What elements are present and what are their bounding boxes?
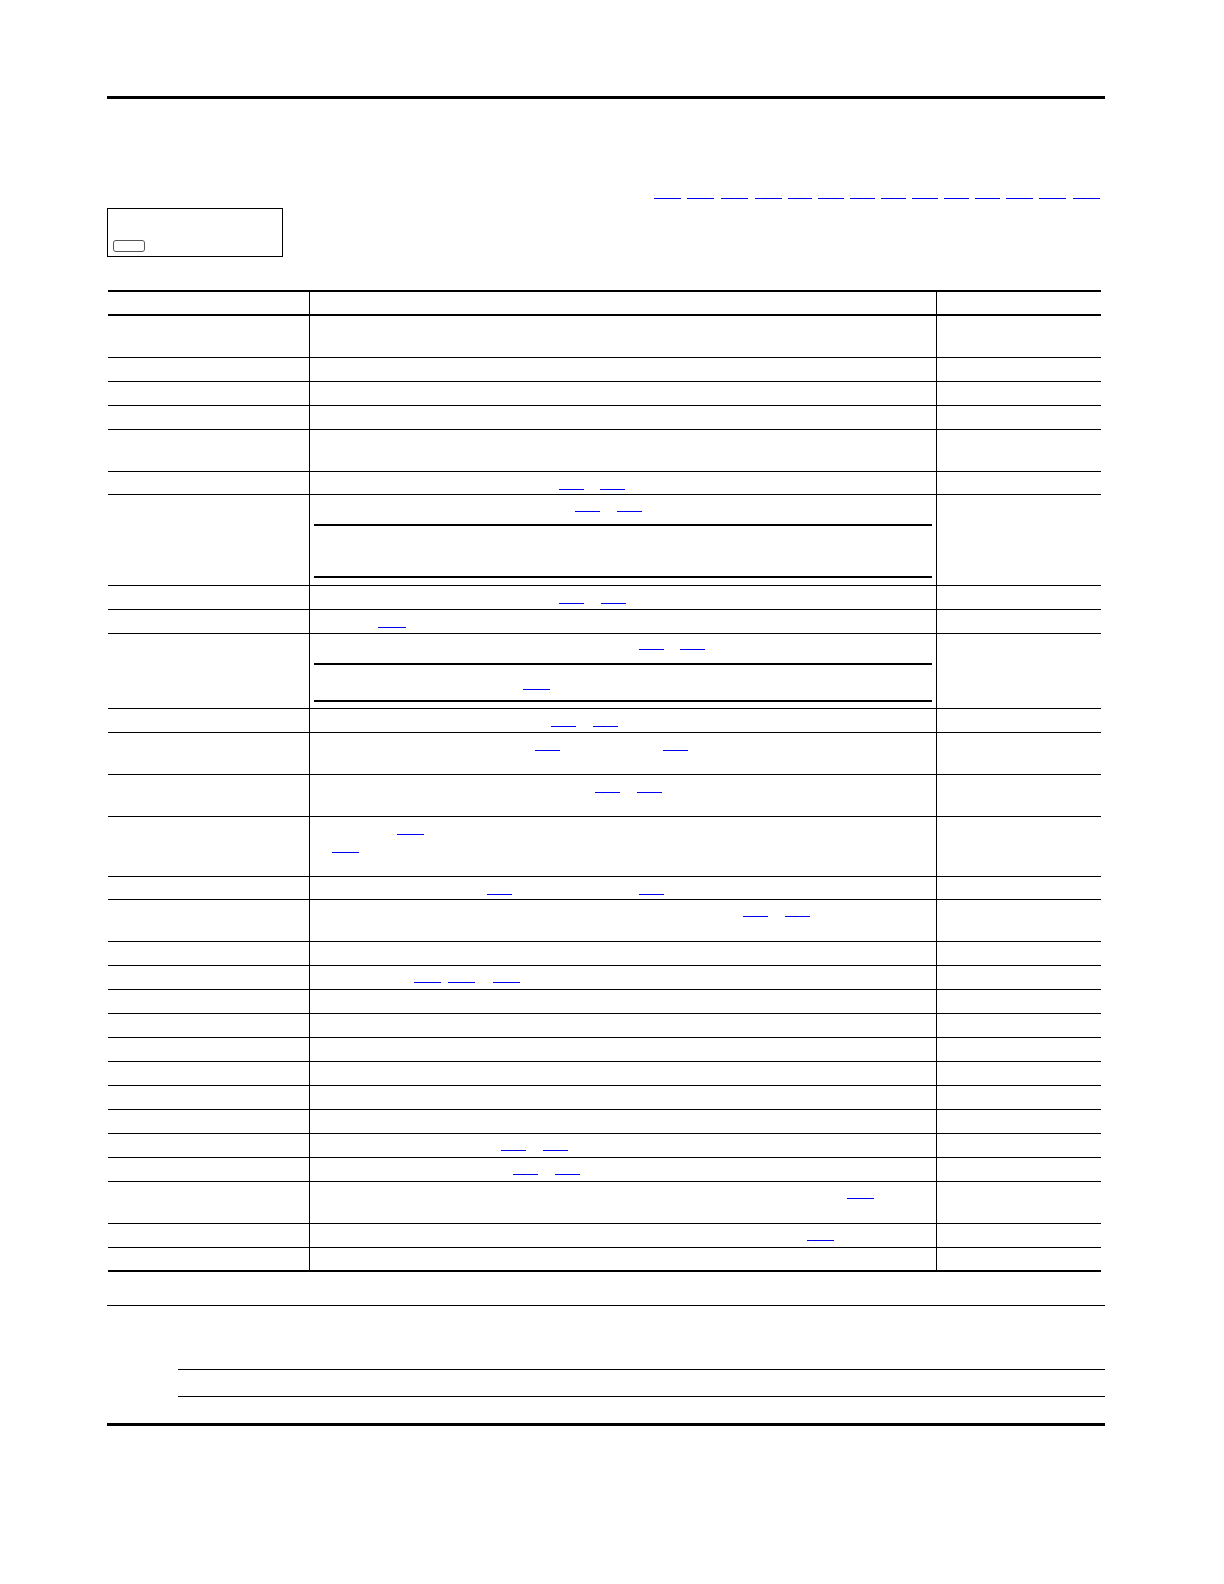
table-row <box>108 1133 1101 1157</box>
table-header-row <box>108 291 1101 315</box>
table-row <box>108 381 1101 405</box>
table-row <box>108 405 1101 429</box>
table-row <box>108 876 1101 899</box>
cross-ref-link[interactable] <box>663 750 688 751</box>
table-row <box>108 965 1101 989</box>
table-row <box>108 899 1101 941</box>
note-rule <box>314 700 932 702</box>
footer-rule <box>107 1423 1105 1426</box>
cross-ref-link[interactable] <box>448 982 475 983</box>
cross-ref-link[interactable] <box>639 649 664 650</box>
table-row <box>108 1061 1101 1085</box>
footnote-rule <box>178 1369 1105 1370</box>
table-row <box>108 429 1101 471</box>
cross-ref-link[interactable] <box>559 489 584 490</box>
table-row <box>108 1157 1101 1181</box>
table-row <box>108 315 1101 357</box>
spec-table <box>108 290 1101 1272</box>
table-row <box>108 1181 1101 1223</box>
cross-ref-link[interactable] <box>493 982 520 983</box>
table-row <box>108 471 1101 494</box>
info-box <box>107 208 283 257</box>
header-link[interactable] <box>1039 198 1066 199</box>
cross-ref-link[interactable] <box>743 916 768 917</box>
header-cell <box>108 291 309 315</box>
header-link[interactable] <box>881 198 906 199</box>
header-link[interactable] <box>850 198 875 199</box>
cross-ref-link[interactable] <box>595 792 620 793</box>
cross-ref-link[interactable] <box>378 627 406 628</box>
cross-ref-link[interactable] <box>535 750 560 751</box>
header-link[interactable] <box>975 198 1000 199</box>
table-row <box>108 609 1101 633</box>
table-row <box>108 1037 1101 1061</box>
cross-ref-link[interactable] <box>513 1174 538 1175</box>
cross-ref-link[interactable] <box>637 792 662 793</box>
cross-ref-link[interactable] <box>414 982 441 983</box>
table-row <box>108 989 1101 1013</box>
note-rule <box>314 663 932 665</box>
cross-ref-link[interactable] <box>501 1150 526 1151</box>
table-row <box>108 732 1101 774</box>
header-rule <box>107 96 1105 99</box>
header-cell <box>309 291 936 315</box>
cross-ref-link[interactable] <box>593 726 618 727</box>
header-link[interactable] <box>944 198 969 199</box>
cross-ref-link[interactable] <box>785 916 810 917</box>
header-link[interactable] <box>818 198 844 199</box>
footnote-rule <box>178 1396 1105 1397</box>
cross-ref-link[interactable] <box>397 834 424 835</box>
header-link[interactable] <box>721 198 748 199</box>
note-rule <box>314 576 932 578</box>
table-end-rule <box>107 1305 1105 1306</box>
cross-ref-link[interactable] <box>680 649 705 650</box>
header-link[interactable] <box>654 198 681 199</box>
cross-ref-link[interactable] <box>639 894 664 895</box>
cross-ref-link[interactable] <box>617 511 642 512</box>
header-link[interactable] <box>1006 198 1033 199</box>
table-row <box>108 1109 1101 1133</box>
table-row <box>108 816 1101 876</box>
header-cell <box>936 291 1101 315</box>
table-row <box>108 585 1101 609</box>
cross-ref-link[interactable] <box>600 489 625 490</box>
table-row <box>108 708 1101 732</box>
table-row <box>108 1013 1101 1037</box>
table-row <box>108 774 1101 816</box>
header-link[interactable] <box>687 198 714 199</box>
cross-ref-link[interactable] <box>543 1150 568 1151</box>
cross-ref-link[interactable] <box>332 852 359 853</box>
table-row <box>108 1085 1101 1109</box>
table-row <box>108 941 1101 965</box>
header-link[interactable] <box>755 198 782 199</box>
table-row <box>108 1223 1101 1247</box>
info-box-button[interactable] <box>113 240 145 252</box>
table-row <box>108 357 1101 381</box>
note-rule <box>314 524 932 526</box>
table-row <box>108 494 1101 585</box>
cross-ref-link[interactable] <box>807 1240 834 1241</box>
cross-ref-link[interactable] <box>559 603 584 604</box>
cross-ref-link[interactable] <box>601 603 626 604</box>
header-link[interactable] <box>1073 198 1100 199</box>
cross-ref-link[interactable] <box>551 726 576 727</box>
cross-ref-link[interactable] <box>523 689 550 690</box>
header-link[interactable] <box>912 198 938 199</box>
header-link[interactable] <box>788 198 812 199</box>
table-row <box>108 633 1101 708</box>
table-row <box>108 1247 1101 1271</box>
cross-ref-link[interactable] <box>487 894 512 895</box>
cross-ref-link[interactable] <box>575 511 600 512</box>
cross-ref-link[interactable] <box>847 1198 874 1199</box>
cross-ref-link[interactable] <box>555 1174 580 1175</box>
